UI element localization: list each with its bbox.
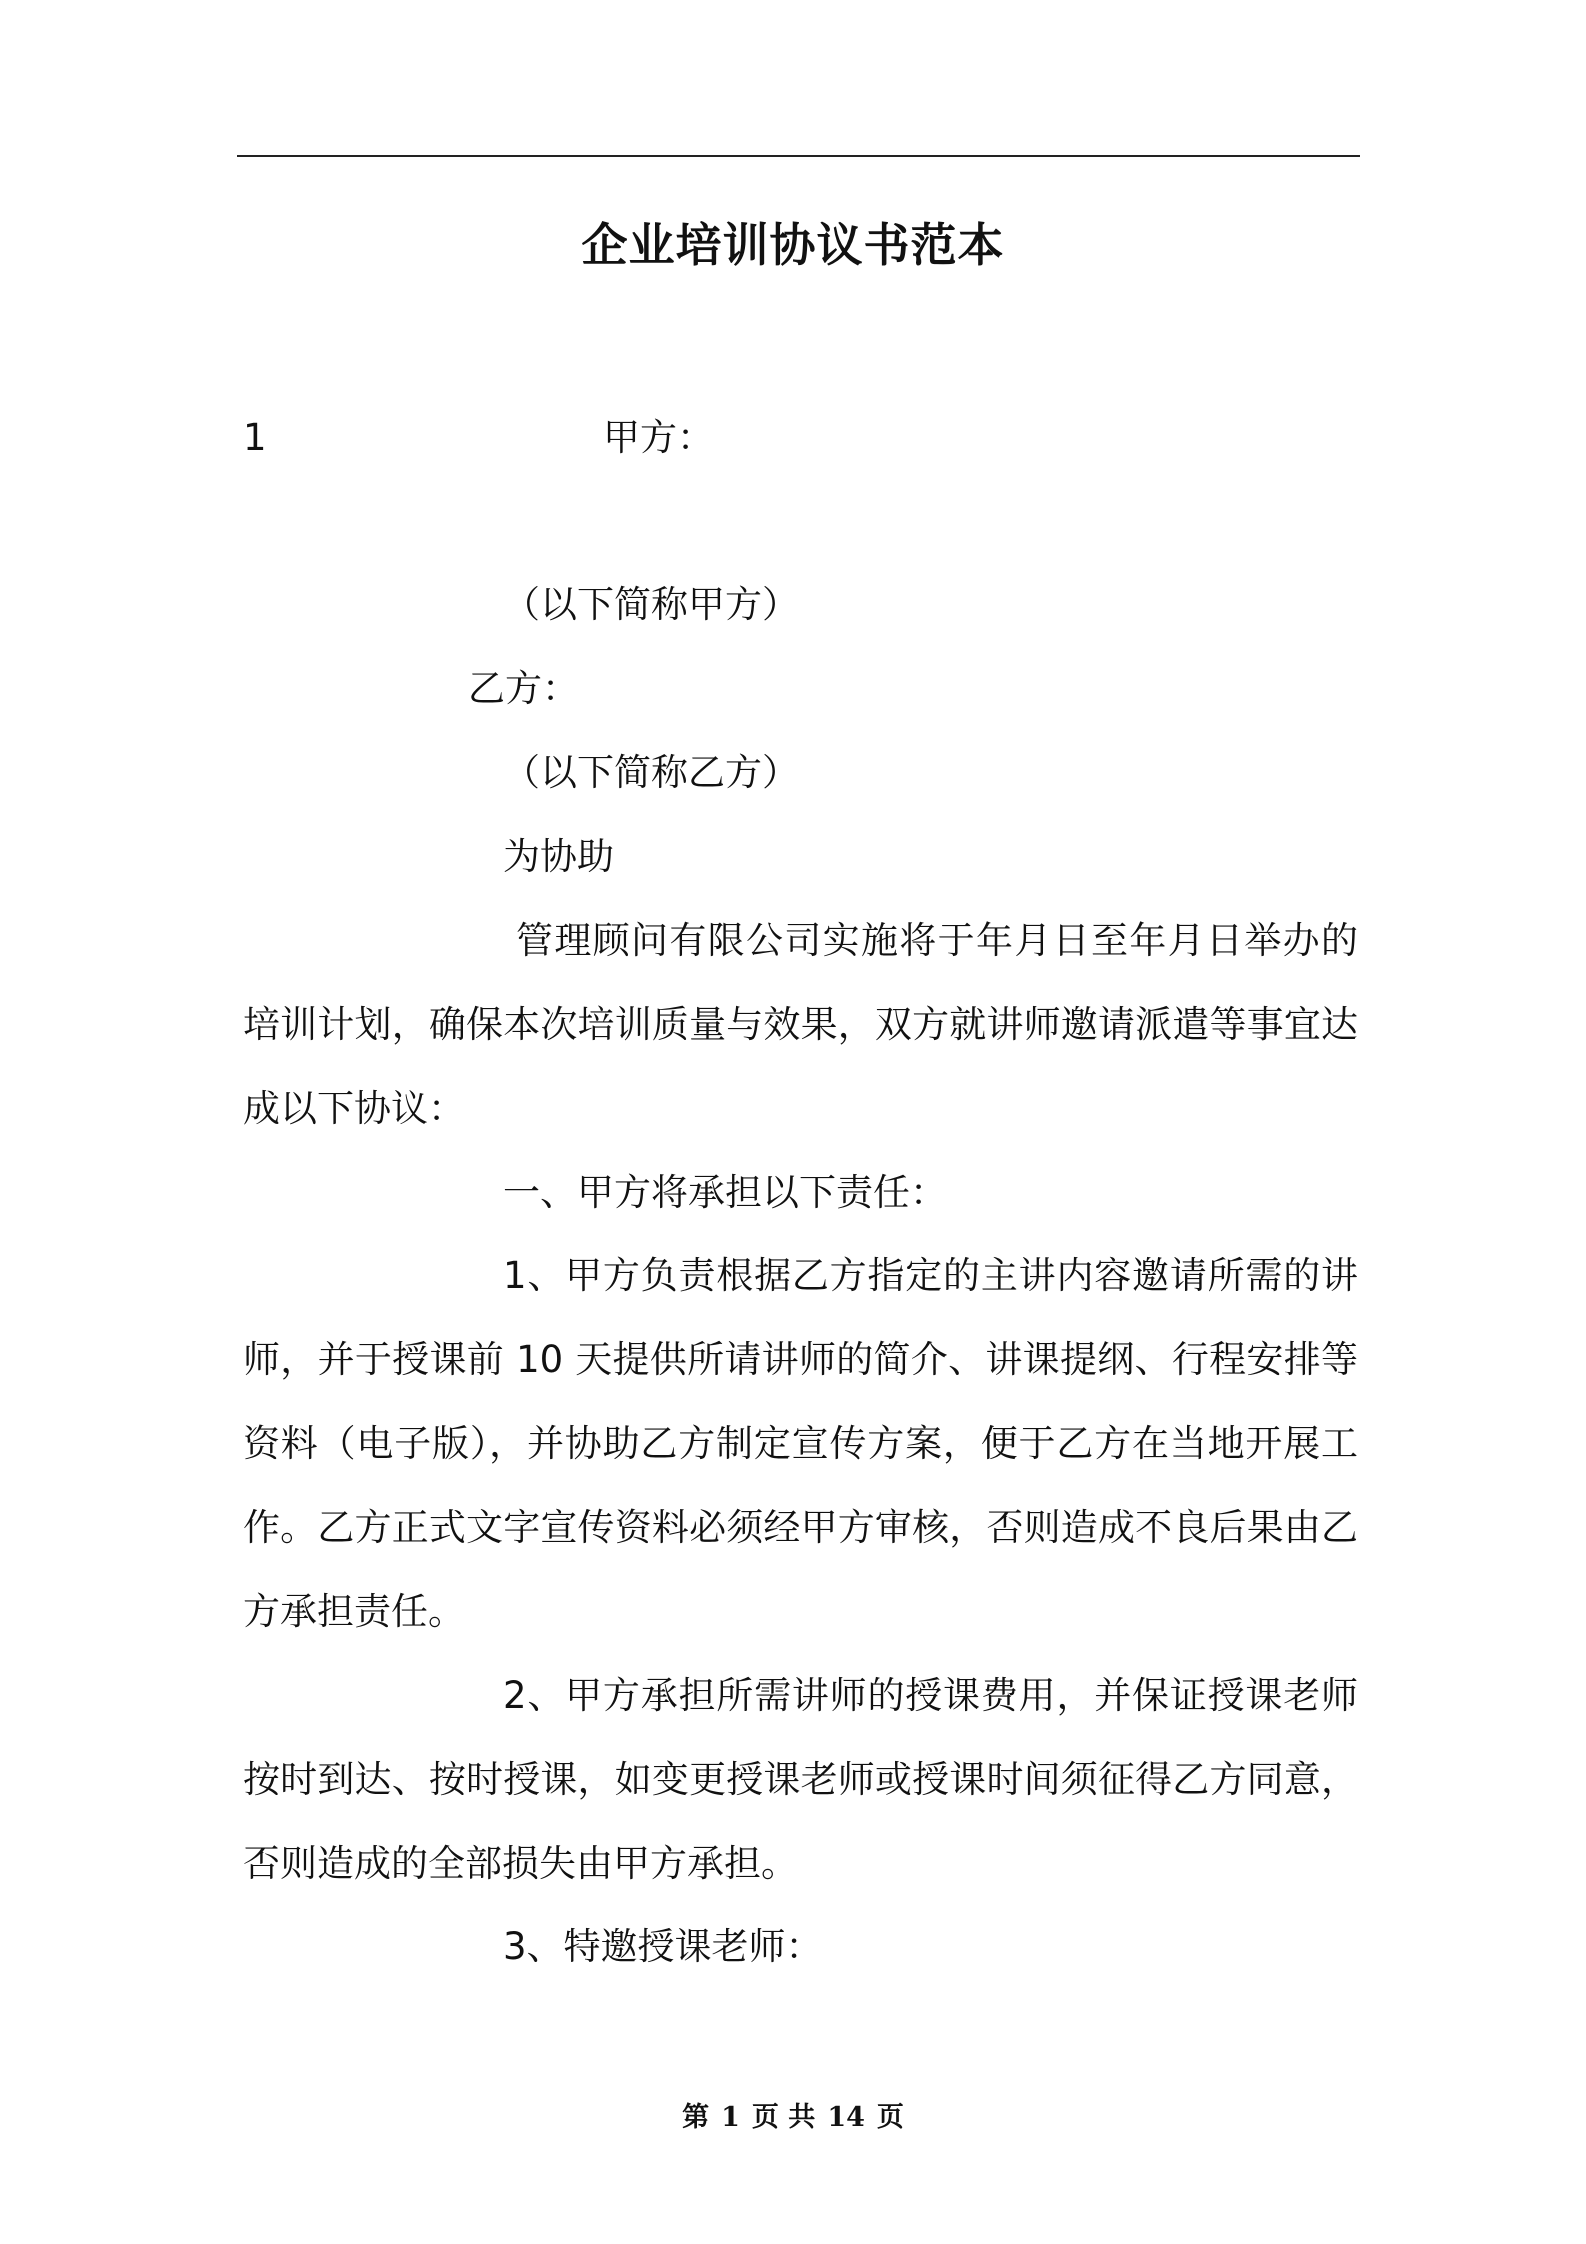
party-a-label: 甲方：: [603, 416, 714, 459]
footer-prefix: 第: [682, 2102, 710, 2133]
party-a-abbrev: （以下简称甲方）: [503, 583, 799, 626]
party-b-label: 乙方：: [468, 667, 579, 710]
footer-suffix: 页: [876, 2102, 904, 2133]
document-title: 企业培训协议书范本: [581, 218, 1005, 272]
header-rule: [237, 155, 1360, 157]
clause-2: 2、甲方承担所需讲师的授课费用，并保证授课老师按时到达、按时授课，如变更授课老师或授课时间须征得乙方同意，否则造成的全部损失由甲方承担。: [243, 1674, 1358, 1885]
footer-total-pages: 14: [827, 2102, 865, 2133]
party-b-abbrev: （以下简称乙方）: [503, 751, 799, 794]
footer-mid: 页 共: [751, 2102, 816, 2133]
item-number: 1: [243, 416, 267, 459]
clause-3: 3、特邀授课老师：: [503, 1925, 823, 1968]
page-footer: [0, 2098, 1586, 2138]
section-1-heading: 一、甲方将承担以下责任：: [503, 1171, 947, 1214]
footer-current-page: 1: [721, 2102, 740, 2133]
clause-1: 1、甲方负责根据乙方指定的主讲内容邀请所需的讲师，并于授课前 10 天提供所请讲师的简介、讲课提纲、行程安排等资料（电子版），并协助乙方制定宣传方案，便于乙方在当地开展工作。乙方正式文字宣传资料必须经甲方审核，否则造成不良后果由乙方承担责任。: [243, 1254, 1358, 1633]
purpose-intro: 为协助: [503, 835, 614, 878]
purpose-paragraph: 管理顾问有限公司实施将于年月日至年月日举办的培训计划，确保本次培训质量与效果，双方就讲师邀请派遣等事宜达成以下协议：: [243, 919, 1358, 1130]
